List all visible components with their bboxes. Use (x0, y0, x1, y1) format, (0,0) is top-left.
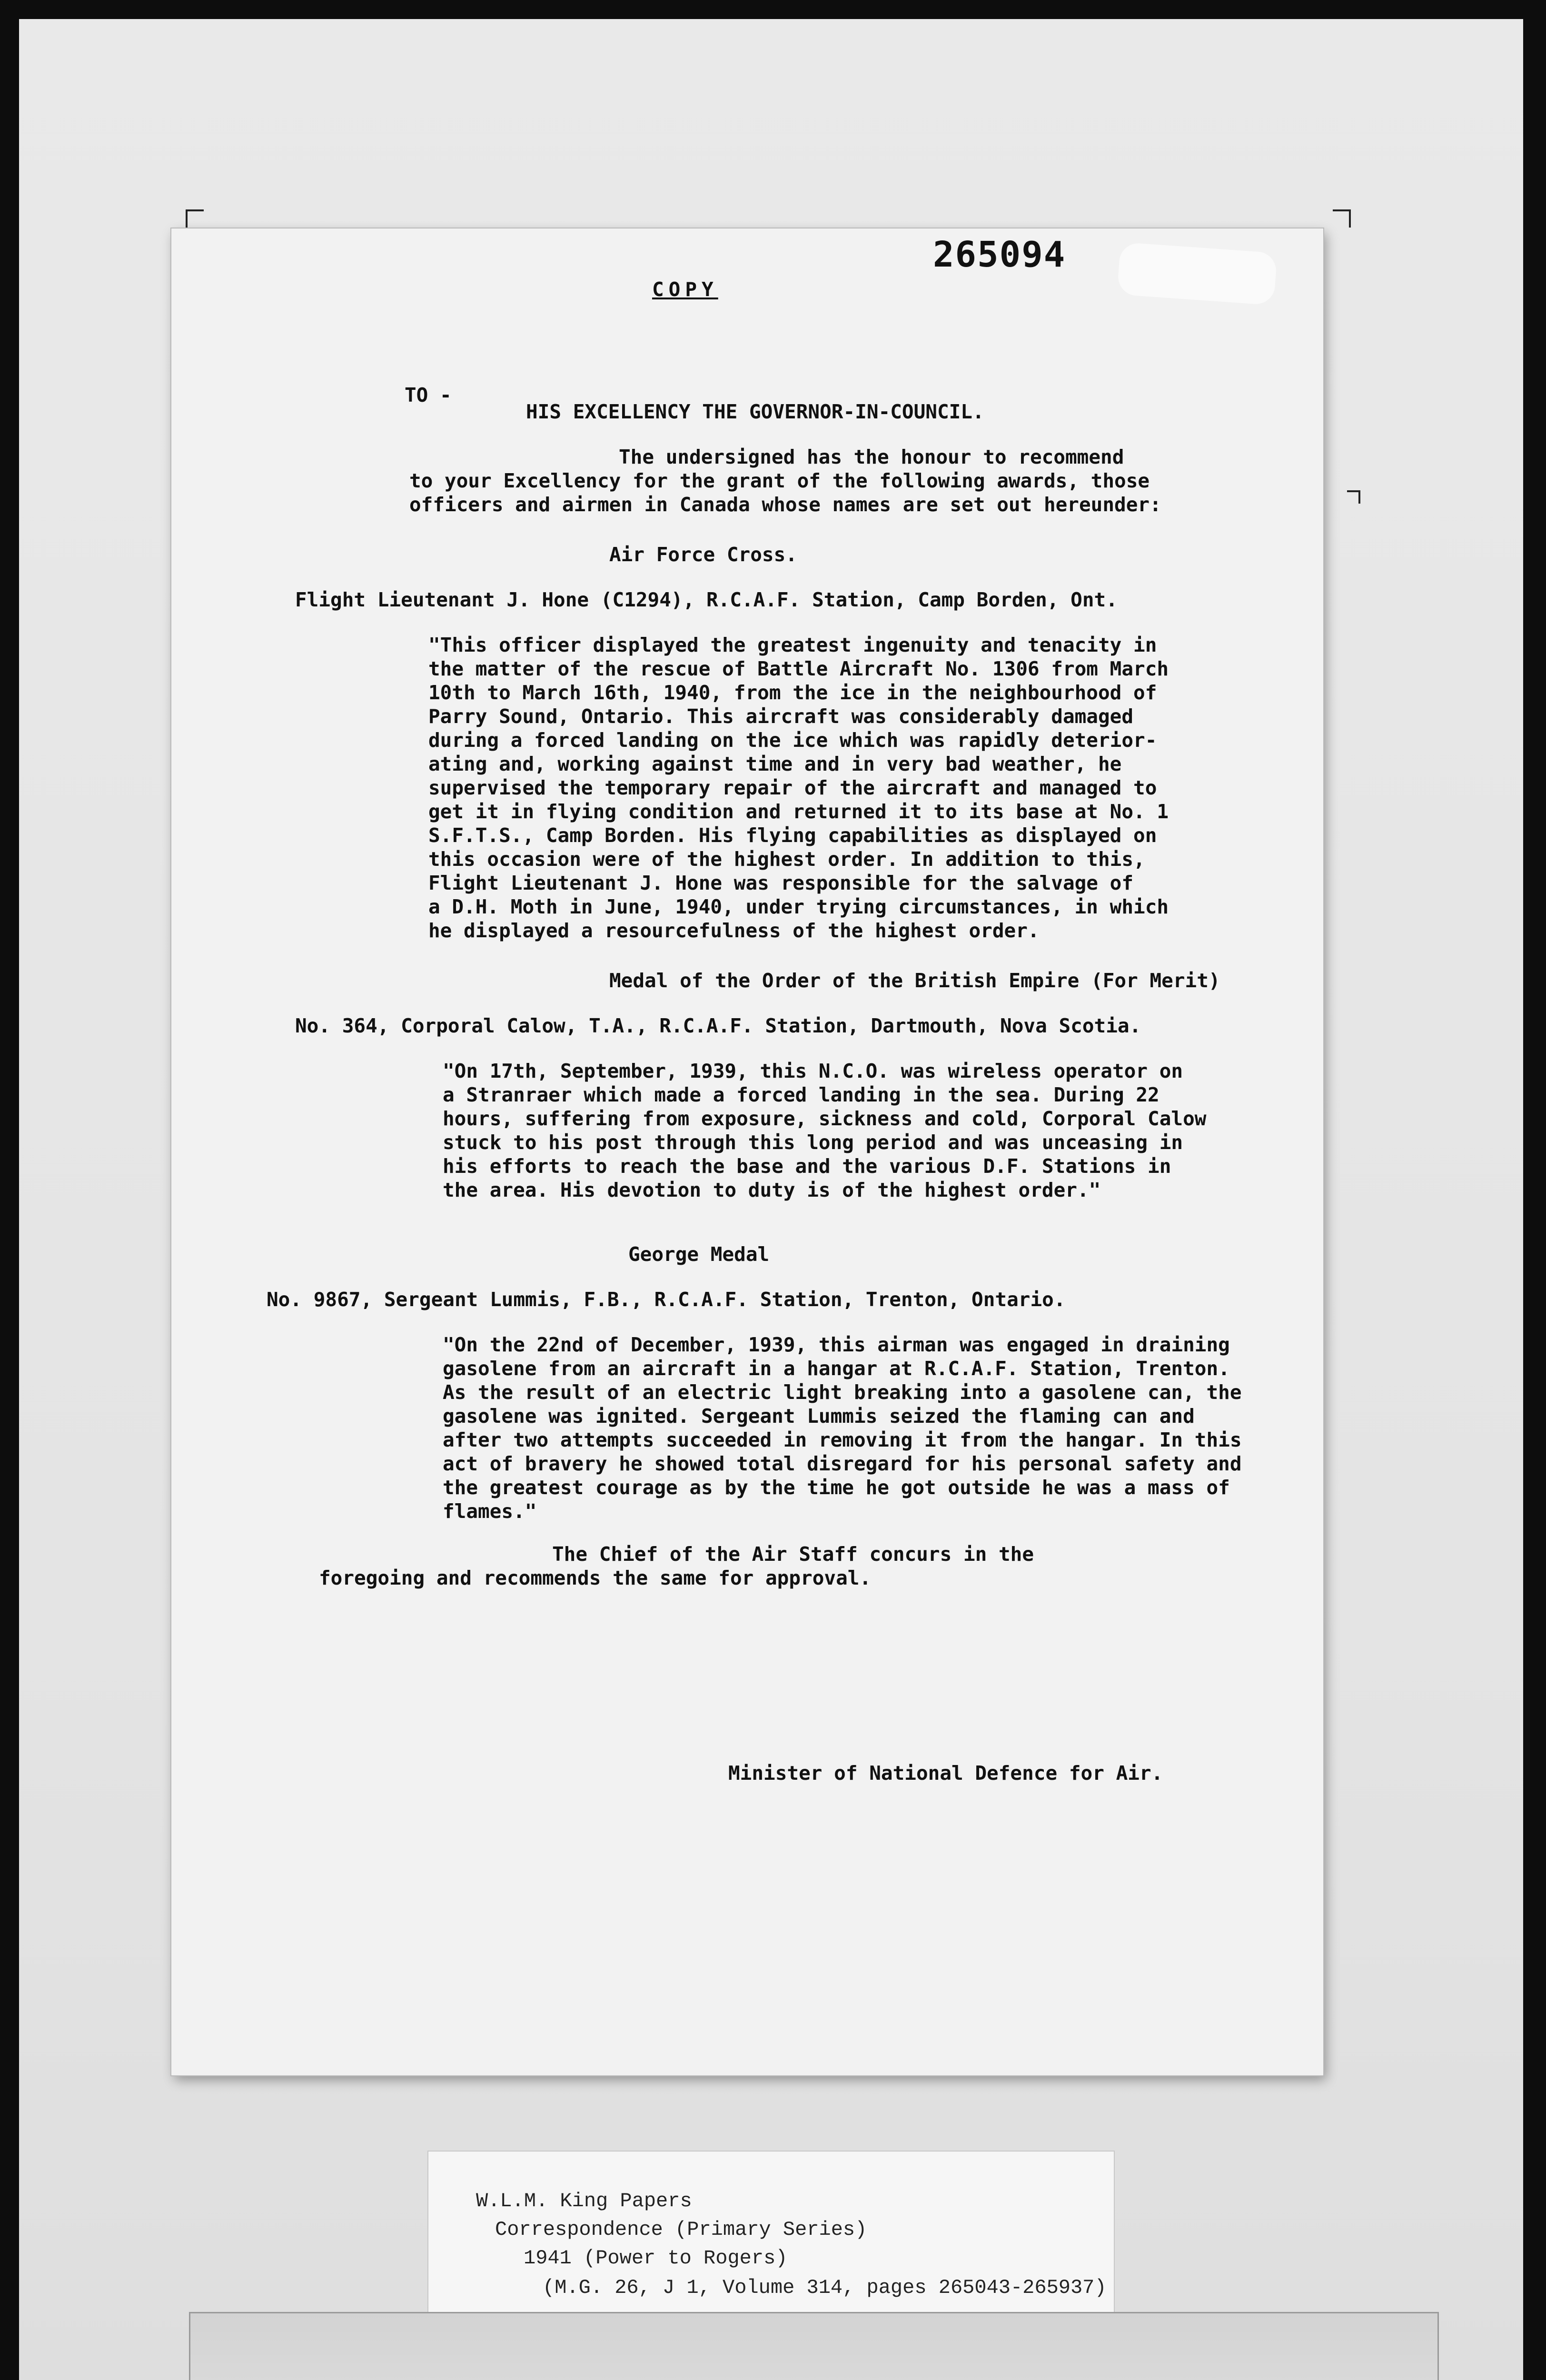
recipient-line: No. 364, Corporal Calow, T.A., R.C.A.F. Station, Dartmouth, Nova Scotia. (295, 1014, 1141, 1037)
closing-line: The Chief of the Air Staff concurs in the (552, 1543, 1034, 1566)
citation-line: Parry Sound, Ontario. This aircraft was considerably damaged (428, 705, 1134, 728)
citation-line: gasolene was ignited. Sergeant Lummis seized the flaming can and (443, 1405, 1195, 1428)
crop-mark-top-right (1333, 209, 1351, 228)
citation-label-line: (M.G. 26, J 1, Volume 314, pages 265043-265937) (543, 2276, 1107, 2299)
citation-paragraph (443, 1059, 1206, 1202)
archival-citation-label (428, 2152, 1114, 2323)
document-page (171, 228, 1323, 2075)
citation-line: his efforts to reach the base and the various D.F. Stations in (443, 1155, 1171, 1178)
citation-paragraph (428, 633, 1169, 942)
citation-paragraph (443, 1333, 1242, 1523)
crop-mark-right-side (1347, 490, 1360, 504)
closing-line: foregoing and recommends the same for approval. (319, 1567, 872, 1589)
citation-line: the matter of the rescue of Battle Aircraft No. 1306 from March (428, 657, 1169, 680)
citation-label-line: W.L.M. King Papers (476, 2190, 692, 2212)
citation-line: the greatest courage as by the time he got outside he was a mass of (443, 1476, 1230, 1499)
crop-mark-top-left (186, 209, 204, 228)
citation-line: a D.H. Moth in June, 1940, under trying circumstances, in which (428, 895, 1169, 918)
tape-mark (1117, 242, 1278, 306)
citation-label-line: Correspondence (Primary Series) (495, 2218, 867, 2241)
addressee: HIS EXCELLENCY THE GOVERNOR-IN-COUNCIL. (526, 400, 984, 423)
closing-paragraph (319, 1542, 1034, 1590)
citation-line: "This officer displayed the greatest ingenuity and tenacity in (428, 634, 1157, 656)
copy-heading: COPY (652, 278, 718, 301)
to-label: TO - (405, 384, 452, 407)
citation-line: flames." (443, 1500, 537, 1523)
citation-line: "On 17th, September, 1939, this N.C.O. was wireless operator on (443, 1060, 1183, 1082)
citation-line: supervised the temporary repair of the aircraft and managed to (428, 776, 1157, 799)
recipient-line: No. 9867, Sergeant Lummis, F.B., R.C.A.F. Station, Trenton, Ontario. (267, 1288, 1066, 1311)
citation-line: act of bravery he showed total disregard for his personal safety and (443, 1452, 1242, 1475)
citation-line: stuck to his post through this long period and was unceasing in (443, 1131, 1183, 1154)
intro-line: The undersigned has the honour to recommend (619, 446, 1124, 468)
citation-line: after two attempts succeeded in removing it from the hangar. In this (443, 1428, 1242, 1451)
citation-line: gasolene from an aircraft in a hangar at R.C.A.F. Station, Trenton. (443, 1357, 1230, 1380)
citation-line: he displayed a resourcefulness of the highest order. (428, 919, 1040, 942)
citation-line: S.F.T.S., Camp Borden. His flying capabilities as displayed on (428, 824, 1157, 847)
award-title: Air Force Cross. (609, 543, 797, 566)
award-title: Medal of the Order of the British Empire (For Merit) (609, 969, 1220, 992)
award-title: George Medal (628, 1243, 770, 1266)
citation-line: this occasion were of the highest order. In addition to this, (428, 848, 1145, 871)
intro-line: to your Excellency for the grant of the following awards, those (409, 469, 1150, 492)
archive-stamp (190, 2313, 1437, 2380)
citation-line: As the result of an electric light breaking into a gasolene can, the (443, 1381, 1242, 1404)
recipient-line: Flight Lieutenant J. Hone (C1294), R.C.A.F. Station, Camp Borden, Ont. (295, 588, 1118, 611)
citation-label-line: 1941 (Power to Rogers) (524, 2247, 788, 2270)
citation-line: the area. His devotion to duty is of the highest order." (443, 1179, 1101, 1201)
citation-line: get it in flying condition and returned it to its base at No. 1 (428, 800, 1169, 823)
citation-line: ating and, working against time and in very bad weather, he (428, 753, 1122, 775)
document-number: 265094 (933, 234, 1066, 275)
intro-paragraph (409, 445, 1161, 516)
signature-line: Minister of National Defence for Air. (728, 1762, 1163, 1785)
citation-line: a Stranraer which made a forced landing in the sea. During 22 (443, 1083, 1160, 1106)
intro-line: officers and airmen in Canada whose names are set out hereunder: (409, 493, 1161, 516)
citation-line: "On the 22nd of December, 1939, this airman was engaged in draining (443, 1333, 1230, 1356)
citation-line: 10th to March 16th, 1940, from the ice in the neighbourhood of (428, 681, 1157, 704)
citation-line: Flight Lieutenant J. Hone was responsible for the salvage of (428, 872, 1134, 894)
citation-line: during a forced landing on the ice which was rapidly deterior- (428, 729, 1157, 752)
citation-line: hours, suffering from exposure, sickness and cold, Corporal Calow (443, 1107, 1207, 1130)
